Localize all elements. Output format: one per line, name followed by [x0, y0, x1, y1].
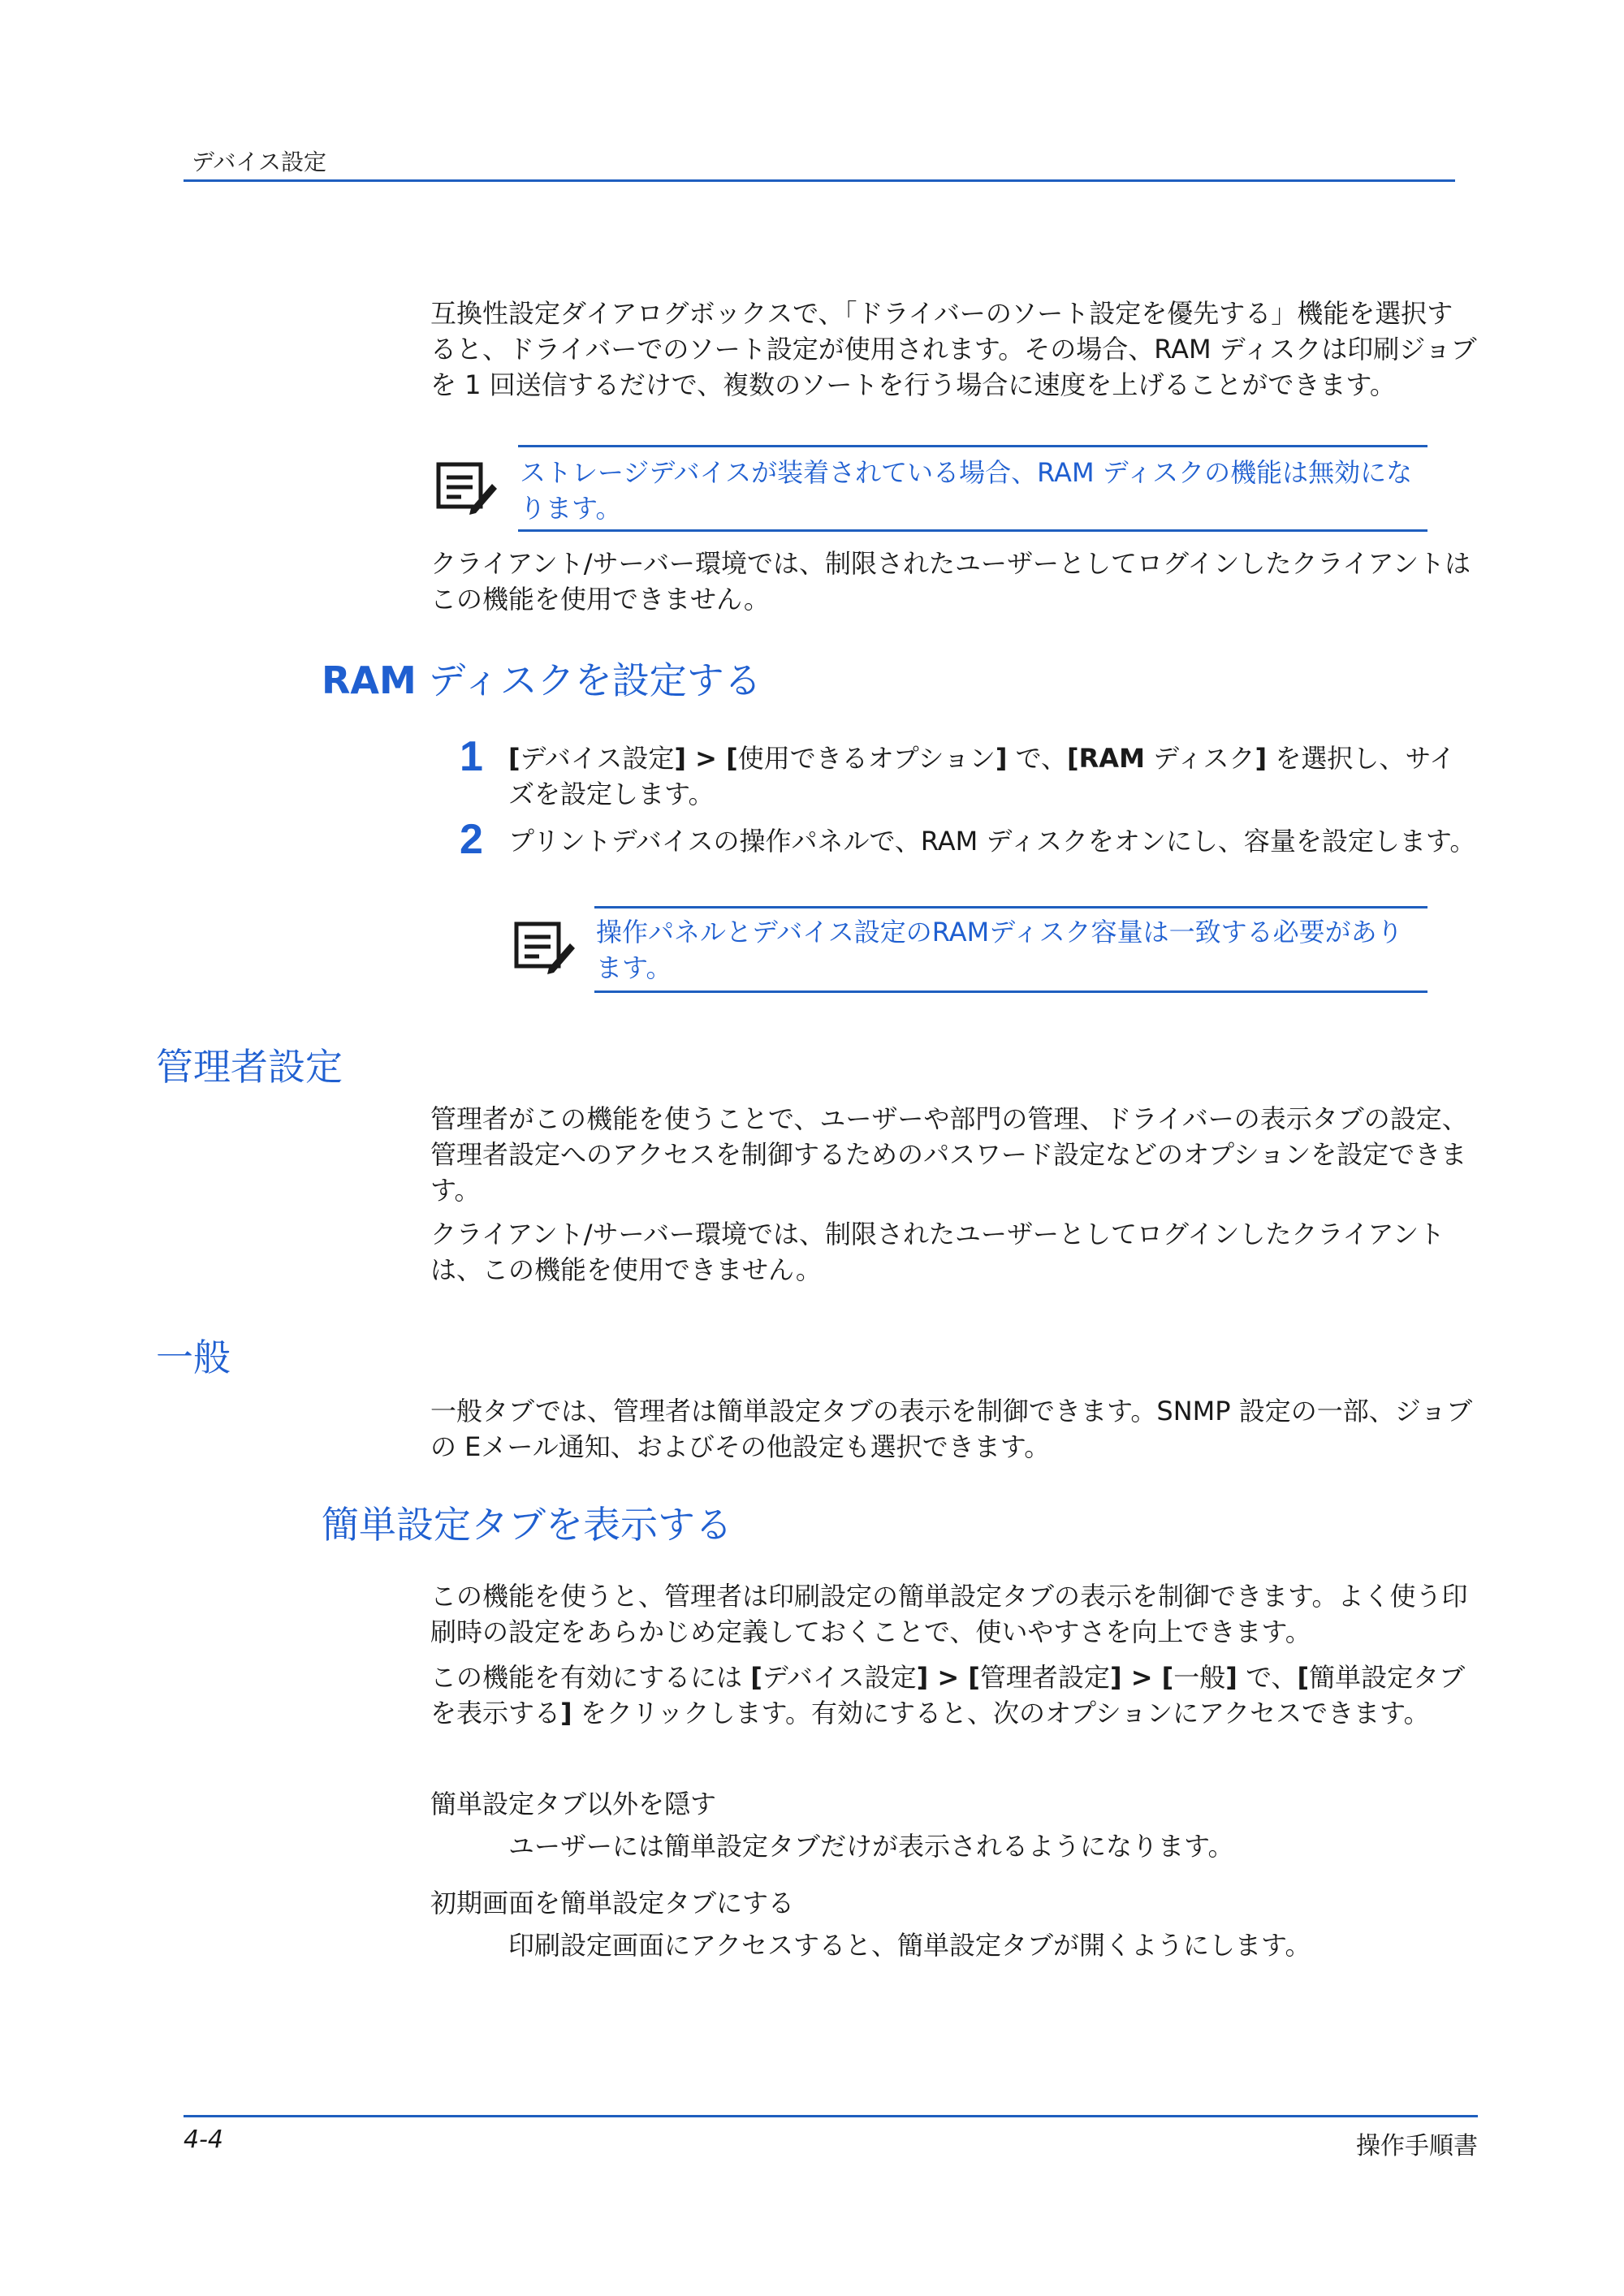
footer-rule: [184, 2115, 1478, 2117]
running-header: デバイス設定: [192, 149, 327, 175]
note2-top-rule: [594, 906, 1427, 908]
quick-section-heading: 簡単設定タブを表示する: [322, 1503, 732, 1547]
note-storage: ストレージデバイスが装着されている場合、RAM ディスクの機能は無効になります。: [520, 457, 1413, 524]
note-icon: [513, 919, 575, 974]
step-2-number: 2: [460, 816, 483, 863]
option-hide-label: 簡単設定タブ以外を隠す: [430, 1789, 717, 1819]
step-1-number: 1: [460, 733, 483, 780]
note-ram-capacity: 操作パネルとデバイス設定のRAMディスク容量は一致する必要があります。: [596, 917, 1403, 983]
client-server-paragraph: クライアント/サーバー環境では、制限されたユーザーとしてログインしたクライアントはこの機能を使用できません。: [430, 548, 1471, 615]
ram-heading-acronym: RAM: [322, 658, 417, 702]
general-paragraph: 一般タブでは、管理者は簡単設定タブの表示を制御できます。SNMP 設定の一部、ジョブの Eメール通知、およびその他設定も選択できます。: [430, 1396, 1473, 1462]
note-icon: [435, 460, 497, 515]
note-top-rule: [518, 445, 1427, 447]
header-rule: [184, 179, 1455, 182]
quick-enable-paragraph: この機能を有効にするには [デバイス設定] > [管理者設定] > [一般] で、[簡単設定タブを表示する] をクリックします。有効にすると、次のオプションにアクセスできます。: [430, 1662, 1466, 1728]
ram-section-heading: [322, 651, 762, 705]
admin-paragraph: 管理者がこの機能を使うことで、ユーザーや部門の管理、ドライバーの表示タブの設定、管理者設定へのアクセスを制御するためのパスワード設定などのオプションを設定できます。: [430, 1103, 1468, 1206]
note2-bottom-rule: [594, 990, 1427, 993]
option-default-description: 印刷設定画面にアクセスすると、簡単設定タブが開くようにします。: [508, 1930, 1311, 1961]
option-default-label: 初期画面を簡単設定タブにする: [430, 1888, 795, 1918]
step-2-text: プリントデバイスの操作パネルで、RAM ディスクをオンにし、容量を設定します。: [508, 826, 1476, 857]
step-1-text: [デバイス設定] > [使用できるオプション] で、[RAM ディスク] を選択し、サイズを設定します。: [508, 743, 1456, 809]
admin-client-paragraph: クライアント/サーバー環境では、制限されたユーザーとしてログインしたクライアントは、この機能を使用できません。: [430, 1219, 1445, 1285]
manual-title: 操作手順書: [1356, 2132, 1478, 2160]
quick-paragraph: この機能を使うと、管理者は印刷設定の簡単設定タブの表示を制御できます。よく使う印刷時の設定をあらかじめ定義しておくことで、使いやすさを向上できます。: [430, 1581, 1468, 1647]
option-hide-description: ユーザーには簡単設定タブだけが表示されるようになります。: [508, 1831, 1234, 1862]
intro-paragraph: 互換性設定ダイアログボックスで、「ドライバーのソート設定を優先する」機能を選択すると、ドライバーでのソート設定が使用されます。その場合、RAM ディスクは印刷ジョブを 1 回送信するだけで、複数のソートを行う場合に速度を上げることができます。: [430, 298, 1477, 400]
admin-section-heading: 管理者設定: [156, 1045, 343, 1089]
note-bottom-rule: [518, 529, 1427, 532]
page-number: 4-4: [184, 2126, 223, 2154]
general-section-heading: 一般: [156, 1336, 231, 1379]
ram-heading-text: ディスクを設定する: [416, 658, 762, 702]
